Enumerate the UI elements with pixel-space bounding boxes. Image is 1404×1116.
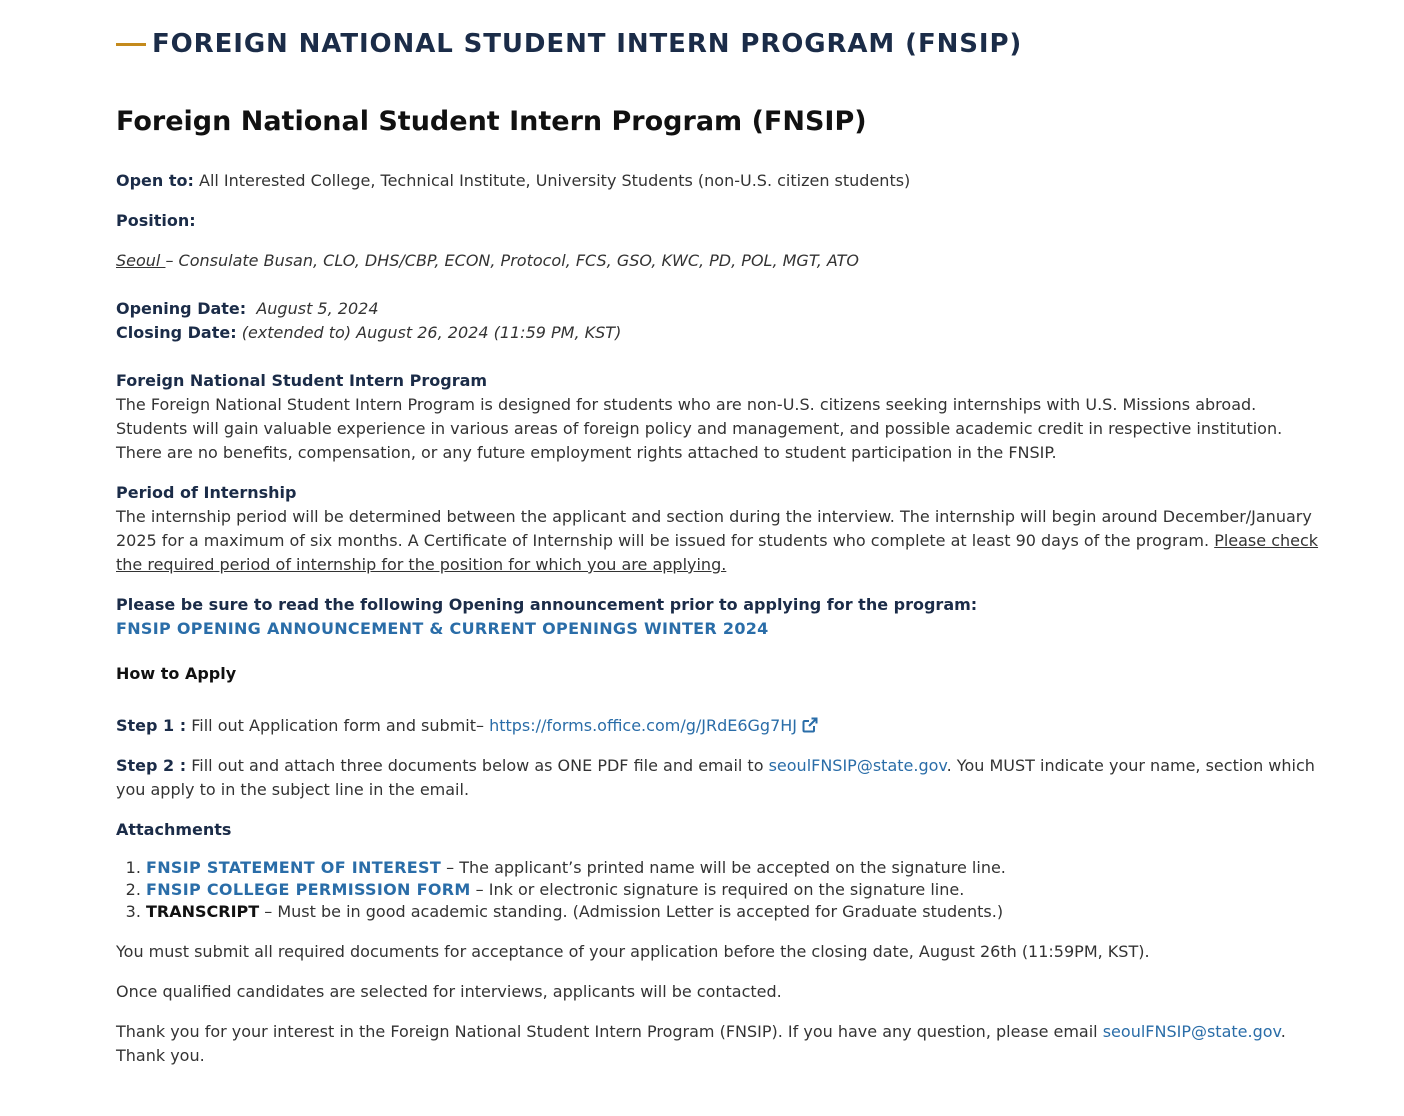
how-to-apply-line <box>116 662 1326 686</box>
banner-accent-rule <box>116 43 146 46</box>
transcript-label: TRANSCRIPT <box>146 902 260 921</box>
submit-note: You must submit all required documents for acceptance of your application before the closing date, August 26th (11:59PM, KST). <box>116 942 1150 961</box>
attachment-desc: – Must be in good academic standing. (Admission Letter is accepted for Graduate students.) <box>259 902 1004 921</box>
step-2-email-link[interactable]: seoulFNSIP@state.gov <box>768 756 947 775</box>
thanks-period: . <box>1280 1022 1286 1041</box>
step-1-label: Step 1 : <box>116 716 187 735</box>
attachment-desc: – The applicant’s printed name will be accepted on the signature line. <box>441 858 1006 877</box>
period-section <box>116 481 1326 577</box>
closing-date-label: Closing Date: <box>116 323 237 342</box>
opening-date-label: Opening Date: <box>116 299 247 318</box>
step-2-text: Fill out and attach three documents below as ONE PDF file and email to <box>186 756 769 775</box>
period-note: Please check the required period of internship for the position for which you are applying. <box>116 531 1319 574</box>
how-to-apply-heading: How to Apply <box>116 664 237 683</box>
step-2-text-after: . You MUST indicate your name, section which you apply to in the subject line in the email. <box>116 756 1315 799</box>
thanks-text: Thank you for your interest in the Foreign National Student Intern Program (FNSIP). If you have any question, please email <box>116 1022 1103 1041</box>
closing-date-line <box>116 321 1326 345</box>
page-banner <box>116 26 1022 62</box>
attachments-heading: Attachments <box>116 820 232 839</box>
period-heading: Period of Internship <box>116 483 297 502</box>
step-1 <box>116 714 1326 738</box>
announcement-section <box>116 593 1326 641</box>
application-form-link[interactable]: https://forms.office.com/g/JRdE6Gg7HJ <box>489 716 798 735</box>
opening-date-value: August 5, 2024 <box>256 299 379 318</box>
attachment-desc: – Ink or electronic signature is required on the signature line. <box>470 880 965 899</box>
period-description <box>116 505 1326 577</box>
open-to-value: All Interested College, Technical Institute, University Students (non-U.S. citizen students) <box>199 171 911 190</box>
position-sections: – Consulate Busan, CLO, DHS/CBP, ECON, Protocol, FCS, GSO, KWC, PD, POL, MGT, ATO <box>165 251 860 270</box>
thank-you-text: Thank you. <box>116 1046 205 1065</box>
step-1-text: Fill out Application form and submit– <box>186 716 490 735</box>
attachments-heading-line <box>116 818 1326 842</box>
opening-date-line <box>116 297 1326 321</box>
page-title: Foreign National Student Intern Program (FNSIP) <box>116 106 867 137</box>
list-item <box>146 879 1326 901</box>
closing-date-value: (extended to) August 26, 2024 (11:59 PM, KST) <box>241 323 622 342</box>
list-item <box>146 901 1326 923</box>
step-2 <box>116 754 1326 802</box>
program-section <box>116 369 1326 465</box>
statement-of-interest-link[interactable]: FNSIP STATEMENT OF INTEREST <box>146 858 442 877</box>
open-to-label: Open to: <box>116 171 194 190</box>
step-2-label: Step 2 : <box>116 756 187 775</box>
program-description: The Foreign National Student Intern Program is designed for students who are non-U.S. citizens seeking internships with U.S. Missions abroad. Students will gain valuable experience in various areas of foreign policy and management, and possible academic credit in respective institution. There are no benefits, compensation, or any future employment rights attached to student participation in the FNSIP. <box>116 395 1283 462</box>
thanks-paragraph <box>116 1020 1326 1068</box>
banner-title: FOREIGN NATIONAL STUDENT INTERN PROGRAM (FNSIP) <box>152 29 1023 59</box>
position-label-line <box>116 209 1326 233</box>
open-to-line <box>116 169 1326 193</box>
contact-email-link[interactable]: seoulFNSIP@state.gov <box>1102 1022 1281 1041</box>
college-permission-form-link[interactable]: FNSIP COLLEGE PERMISSION FORM <box>146 880 471 899</box>
position-line <box>116 249 1326 273</box>
announcement-link[interactable]: FNSIP OPENING ANNOUNCEMENT & CURRENT OPENINGS WINTER 2024 <box>116 619 769 638</box>
attachments-list <box>116 857 1326 923</box>
program-heading: Foreign National Student Intern Program <box>116 371 488 390</box>
contact-note: Once qualified candidates are selected for interviews, applicants will be contacted. <box>116 982 782 1001</box>
position-label: Position: <box>116 211 196 230</box>
list-item <box>146 857 1326 879</box>
position-location: Seoul <box>116 251 166 270</box>
period-text: The internship period will be determined between the applicant and section during the interview. The internship will begin around December/January 2025 for a maximum of six months. A Certificate of Internship will be issued for students who complete at least 90 days of the program. <box>116 507 1312 550</box>
external-link-icon[interactable] <box>802 717 818 733</box>
announcement-notice: Please be sure to read the following Opening announcement prior to applying for the program: <box>116 595 978 614</box>
